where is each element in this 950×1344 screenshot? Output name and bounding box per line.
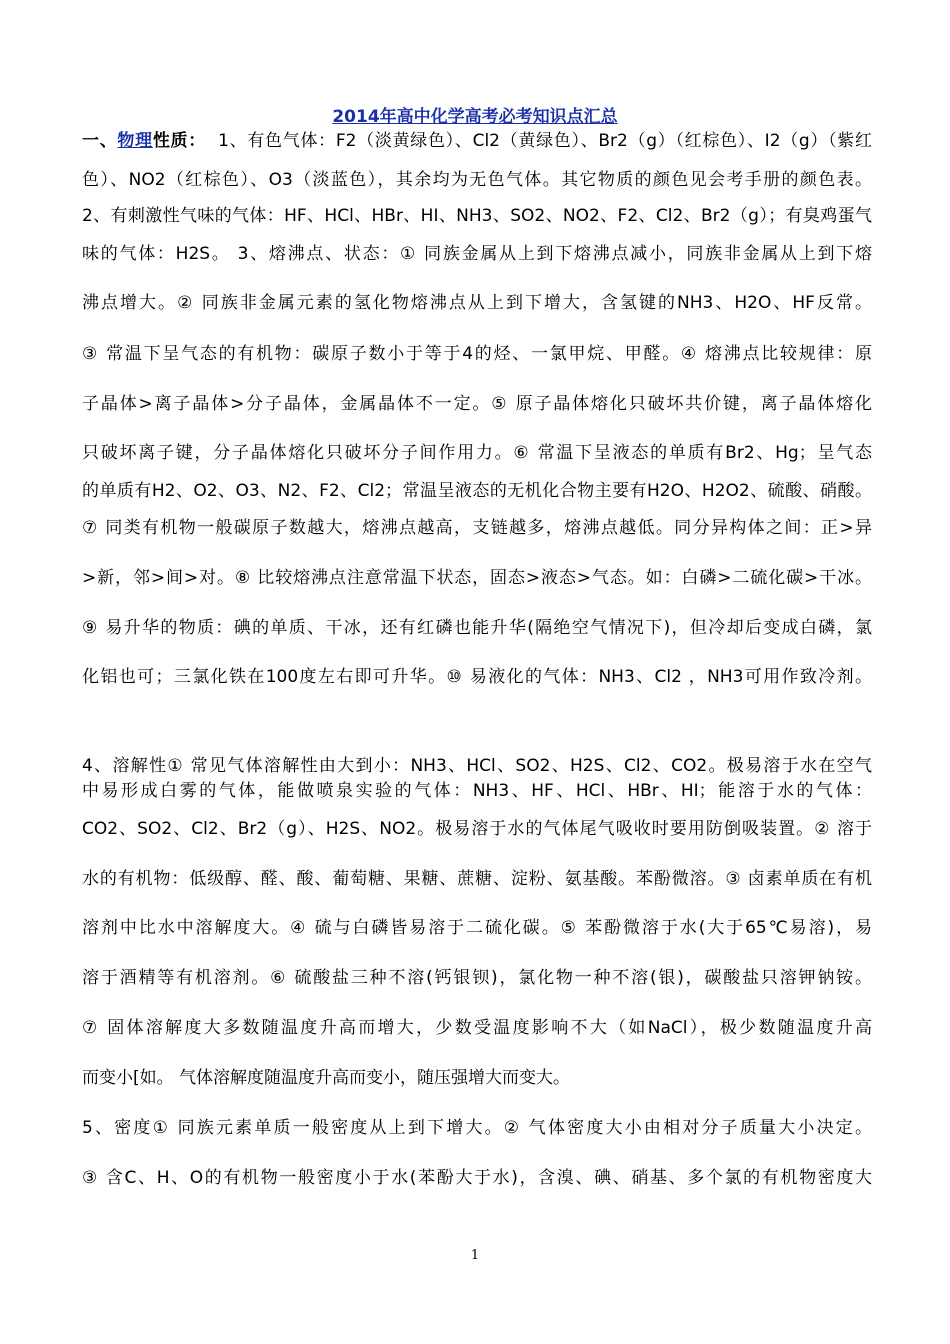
text-line-1	[82, 129, 872, 153]
section-heading-tail: 性质：	[152, 131, 206, 151]
text-line-20: ⑦ 固体溶解度大多数随温度升高而增大，少数受温度影响不大（如NaCl），极少数随温度升高	[82, 1018, 872, 1038]
text-line-5: 沸点增大。② 同族非金属元素的氢化物熔沸点从上到下增大，含氢键的NH3、H2O、HF反常。	[82, 293, 872, 313]
page-number: 1	[470, 1248, 480, 1263]
text-line-23: ③ 含C、H、O的有机物一般密度小于水(苯酚大于水)，含溴、碘、硝基、多个氯的有机物密度大	[82, 1168, 872, 1188]
text-line-16: CO2、SO2、Cl2、Br2（g）、H2S、NO2。极易溶于水的气体尾气吸收时要用防倒吸装置。② 溶于	[82, 819, 872, 839]
text-line-15: 中易形成白雾的气体，能做喷泉实验的气体：NH3、HF、HCl、HBr、HI；能溶于水的气体：	[82, 781, 872, 801]
page-title: 2014年高中化学高考必考知识点汇总	[332, 107, 618, 127]
text-line-12: ⑨ 易升华的物质：碘的单质、干冰，还有红磷也能升华(隔绝空气情况下)，但冷却后变成白磷，氯	[82, 618, 872, 638]
text-line-14: 4、溶解性① 常见气体溶解性由大到小：NH3、HCl、SO2、H2S、Cl2、CO2。极易溶于水在空气	[82, 756, 872, 776]
text-line-8: 只破坏离子键，分子晶体熔化只破坏分子间作用力。⑥ 常温下呈液态的单质有Br2、Hg；呈气态	[82, 443, 872, 463]
text-line-22: 5、密度① 同族元素单质一般密度从上到下增大。② 气体密度大小由相对分子质量大小决定。	[82, 1118, 872, 1138]
text-line-21: 而变小[如。 气体溶解度随温度升高而变小，随压强增大而变大。	[82, 1068, 571, 1088]
text-line-2: 色）、NO2（红棕色）、O3（淡蓝色），其余均为无色气体。其它物质的颜色见会考手册的颜色表。	[82, 170, 872, 190]
text-line-19: 溶于酒精等有机溶剂。⑥ 硫酸盐三种不溶(钙银钡)，氯化物一种不溶(银)，碳酸盐只溶钾钠铵。	[82, 968, 872, 988]
text-line-10: ⑦ 同类有机物一般碳原子数越大，熔沸点越高，支链越多，熔沸点越低。同分异构体之间：正>异	[82, 518, 872, 538]
section-heading: 一、	[82, 131, 118, 151]
text-line-9: 的单质有H2、O2、O3、N2、F2、Cl2；常温呈液态的无机化合物主要有H2O、H2O2、硫酸、硝酸。	[82, 481, 872, 501]
text-line-13: 化铝也可；三氯化铁在100度左右即可升华。⑩ 易液化的气体：NH3、Cl2 ，NH3可用作致冷剂。	[82, 667, 872, 687]
physics-link[interactable]: 物理	[117, 131, 153, 151]
text-line-4: 味的气体：H2S。 3、熔沸点、状态：① 同族金属从上到下熔沸点减小，同族非金属从上到下熔	[82, 244, 872, 264]
text-line-7: 子晶体>离子晶体>分子晶体，金属晶体不一定。⑤ 原子晶体熔化只破坏共价键，离子晶体熔化	[82, 394, 872, 414]
text-line-11: >新，邻>间>对。⑧ 比较熔沸点注意常温下状态，固态>液态>气态。如：白磷>二硫化碳>干冰。	[82, 568, 872, 588]
text-line-18: 溶剂中比水中溶解度大。④ 硫与白磷皆易溶于二硫化碳。⑤ 苯酚微溶于水(大于65℃易溶)，易	[82, 918, 872, 938]
text-line-17: 水的有机物：低级醇、醛、酸、葡萄糖、果糖、蔗糖、淀粉、氨基酸。苯酚微溶。③ 卤素单质在有机	[82, 869, 872, 889]
text-line-3: 2、有刺激性气味的气体：HF、HCl、HBr、HI、NH3、SO2、NO2、F2、Cl2、Br2（g）；有臭鸡蛋气	[82, 206, 872, 226]
line-text: 1、有色气体：F2（淡黄绿色）、Cl2（黄绿色）、Br2（g）（红棕色）、I2（g）（紫红	[218, 131, 873, 151]
text-line-6: ③ 常温下呈气态的有机物：碳原子数小于等于4的烃、一氯甲烷、甲醛。④ 熔沸点比较规律：原	[82, 344, 872, 364]
